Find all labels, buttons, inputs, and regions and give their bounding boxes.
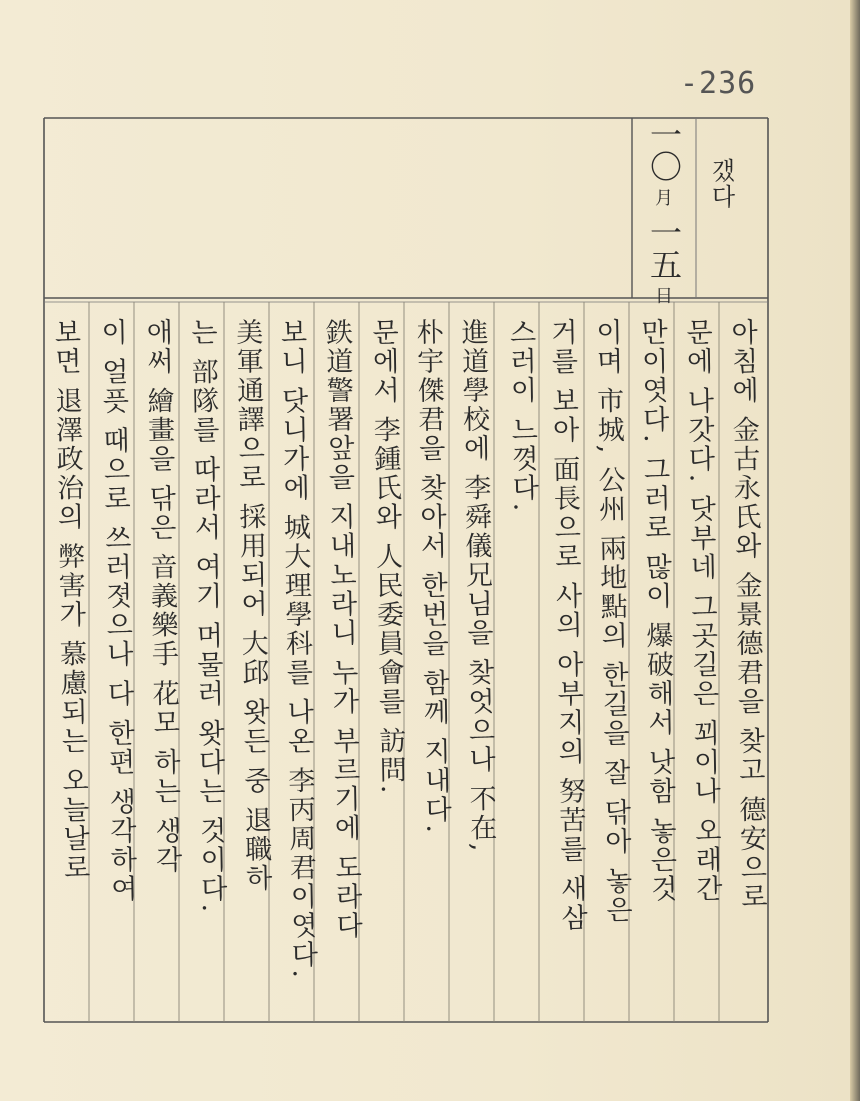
text-line: 아침에 金古永氏와 金景德君을 찾고 德安으로 (725, 317, 768, 912)
text-line: 거를 보아 面長으로 사의 아부지의 努苦를 새삼 (545, 317, 588, 933)
text-line: 進道學校에 李舜儀兄님을 찾엇으나 不在, (456, 317, 497, 854)
date (636, 118, 692, 314)
text-line: 이며 市城, 公州 兩地點의 한길을 잘 닦아 놓은 (590, 317, 633, 925)
text-line: 스러이 느꼇다. (504, 317, 539, 514)
date-day-unit: 日 (655, 286, 673, 307)
text-column-1 (724, 300, 768, 1022)
text-line: 보니 닷니가에 城大理學科를 나온 李丙周君이엿다. (275, 317, 318, 981)
text-column-8 (409, 300, 453, 1022)
date-month-unit: 月 (655, 188, 673, 209)
text-column-14 (139, 300, 183, 1022)
text-line: 美軍通譯으로 採用되어 大邱 왓든 중 退職하 (230, 317, 273, 894)
text-line: 는 部隊를 따라서 여기 머물러 왓다는 것이다. (185, 317, 228, 915)
text-column-2 (679, 300, 723, 1022)
text-line: 鉄道警署앞을 지내노라니 누가 부르기에 도라다 (320, 317, 363, 941)
text-line: 만이엿다. 그러로 많이 爆破해서 낫함 놓은것 (635, 317, 678, 904)
text-column-7 (454, 300, 498, 1022)
text-line: 애써 繪畫을 닦은 音義樂手 花모 하는 생각 (141, 317, 182, 875)
text-column-4 (589, 300, 633, 1022)
text-column-12 (229, 300, 273, 1022)
page-number: -236 (680, 66, 757, 101)
text-column-13 (184, 300, 228, 1022)
text-line: 문에 나갓다. 닷부네 그곳길은 꾀이나 오래간 (680, 317, 723, 904)
text-column-9 (364, 300, 408, 1022)
text-column-15 (94, 300, 138, 1022)
text-line: 이 얼픗 때으로 쓰러졋으나 다 한편 생각하여 (95, 317, 138, 904)
date-day-number: 一五 (645, 216, 683, 280)
text-line: 朴宇傑君을 찾아서 한번을 함께 지내다. (411, 317, 452, 836)
text-column-5 (544, 300, 588, 1022)
date-month-number: 一〇 (645, 118, 683, 182)
text-column-6 (499, 300, 543, 1022)
text-line: 문에서 李鍾氏와 人民委員會를 訪問. (366, 317, 407, 796)
text-column-3 (634, 300, 678, 1022)
text-column-16 (47, 300, 91, 1022)
weather-note: 갰다 (707, 158, 735, 210)
text-column-11 (274, 300, 318, 1022)
text-column-10 (319, 300, 363, 1022)
text-line: 보면 退澤政治의 弊害가 慕慮되는 오늘날로 (49, 317, 90, 883)
